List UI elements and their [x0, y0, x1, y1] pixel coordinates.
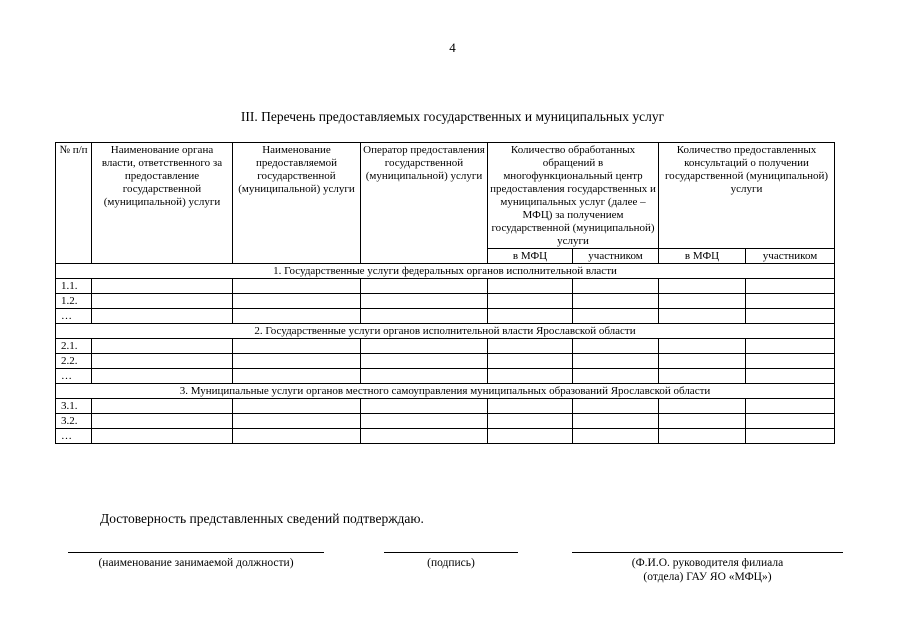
table-row [56, 399, 835, 414]
row-number: … [56, 369, 92, 384]
table-cell [746, 399, 835, 414]
table-cell [659, 279, 746, 294]
table-cell [361, 309, 488, 324]
signature-caption: (подпись) [427, 557, 475, 569]
table-cell [233, 414, 361, 429]
table-cell [361, 354, 488, 369]
subheader-consult-participant: участником [746, 249, 835, 264]
table-cell [573, 354, 659, 369]
table-cell [361, 369, 488, 384]
table-cell [92, 279, 233, 294]
table-cell [361, 414, 488, 429]
table-cell [361, 279, 488, 294]
table-cell [573, 429, 659, 444]
row-number: 3.2. [56, 414, 92, 429]
services-table [55, 142, 835, 444]
table-cell [659, 369, 746, 384]
table-cell [361, 429, 488, 444]
table-cell [746, 309, 835, 324]
subheader-consult-mfc: в МФЦ [659, 249, 746, 264]
table-cell [233, 429, 361, 444]
table-cell [659, 399, 746, 414]
header-service: Наименование предоставляемой государственной (муниципальной) услуги [233, 143, 361, 264]
table-cell [92, 429, 233, 444]
table-cell [488, 309, 573, 324]
header-requests: Количество обработанных обращений в многофункциональный центр предоставления государственных и муниципальных услуг (далее – МФЦ) за получением государственной (муниципальной) услуги [488, 143, 659, 249]
position-caption: (наименование занимаемой должности) [98, 557, 294, 569]
table-cell [488, 279, 573, 294]
row-number: … [56, 309, 92, 324]
section-row [56, 324, 835, 339]
table-cell [573, 279, 659, 294]
table-cell [746, 279, 835, 294]
table-cell [92, 414, 233, 429]
table-cell [361, 294, 488, 309]
name-caption [572, 556, 843, 584]
table-cell [488, 429, 573, 444]
table-cell [573, 339, 659, 354]
table-cell [746, 294, 835, 309]
table-row [56, 354, 835, 369]
table-cell [573, 369, 659, 384]
table-row [56, 429, 835, 444]
table-cell [361, 399, 488, 414]
confirmation-text: Достоверность представленных сведений подтверждаю. [100, 511, 424, 526]
table-cell [659, 414, 746, 429]
table-cell [488, 339, 573, 354]
section-title: III. Перечень предоставляемых государственных и муниципальных услуг [240, 109, 665, 124]
header-operator: Оператор предоставления государственной (муниципальной) услуги [361, 143, 488, 264]
table-cell [573, 294, 659, 309]
table-cell [488, 294, 573, 309]
table-cell [488, 369, 573, 384]
section-title-cell: 3. Муниципальные услуги органов местного самоуправления муниципальных образований Ярославской области [56, 384, 835, 399]
row-number: 1.2. [56, 294, 92, 309]
subheader-requests-mfc: в МФЦ [488, 249, 573, 264]
table-cell [746, 414, 835, 429]
header-num: № п/п [56, 143, 92, 264]
table-cell [746, 369, 835, 384]
row-number: … [56, 429, 92, 444]
table-cell [361, 339, 488, 354]
table-cell [488, 399, 573, 414]
table-row [56, 309, 835, 324]
position-line [68, 552, 324, 553]
section-row [56, 264, 835, 279]
table-cell [92, 294, 233, 309]
section-row [56, 384, 835, 399]
signature-line [384, 552, 518, 553]
table-row [56, 414, 835, 429]
table-cell [488, 354, 573, 369]
name-caption-line1: (Ф.И.О. руководителя филиала [631, 557, 784, 569]
table-cell [573, 309, 659, 324]
name-line [572, 552, 843, 553]
table-cell [92, 399, 233, 414]
row-number: 2.2. [56, 354, 92, 369]
table-cell [233, 354, 361, 369]
header-consultations: Количество предоставленных консультаций о получении государственной (муниципальной) услуги [659, 143, 835, 249]
table-cell [659, 294, 746, 309]
table-cell [233, 399, 361, 414]
table-cell [746, 339, 835, 354]
table-cell [92, 309, 233, 324]
table-row [56, 369, 835, 384]
table-cell [92, 339, 233, 354]
table-cell [488, 414, 573, 429]
row-number: 3.1. [56, 399, 92, 414]
table-cell [233, 279, 361, 294]
table-cell [573, 399, 659, 414]
header-authority: Наименование органа власти, ответственного за предоставление государственной (муниципальной) услуги [92, 143, 233, 264]
section-title-cell: 2. Государственные услуги органов исполнительной власти Ярославской области [56, 324, 835, 339]
name-caption-line2: (отдела) ГАУ ЯО «МФЦ») [643, 571, 772, 583]
table-cell [659, 309, 746, 324]
table-cell [659, 339, 746, 354]
table-cell [573, 414, 659, 429]
table-cell [233, 339, 361, 354]
table-cell [92, 354, 233, 369]
table-cell [233, 309, 361, 324]
table-row [56, 279, 835, 294]
table-cell [233, 294, 361, 309]
table-cell [233, 369, 361, 384]
row-number: 1.1. [56, 279, 92, 294]
subheader-requests-participant: участником [573, 249, 659, 264]
table-cell [746, 429, 835, 444]
section-title-cell: 1. Государственные услуги федеральных органов исполнительной власти [56, 264, 835, 279]
table-cell [659, 354, 746, 369]
table-row [56, 339, 835, 354]
table-cell [92, 369, 233, 384]
table-row [56, 294, 835, 309]
page-number: 4 [449, 40, 456, 55]
table-cell [659, 429, 746, 444]
row-number: 2.1. [56, 339, 92, 354]
table-cell [746, 354, 835, 369]
header-row [56, 143, 835, 249]
